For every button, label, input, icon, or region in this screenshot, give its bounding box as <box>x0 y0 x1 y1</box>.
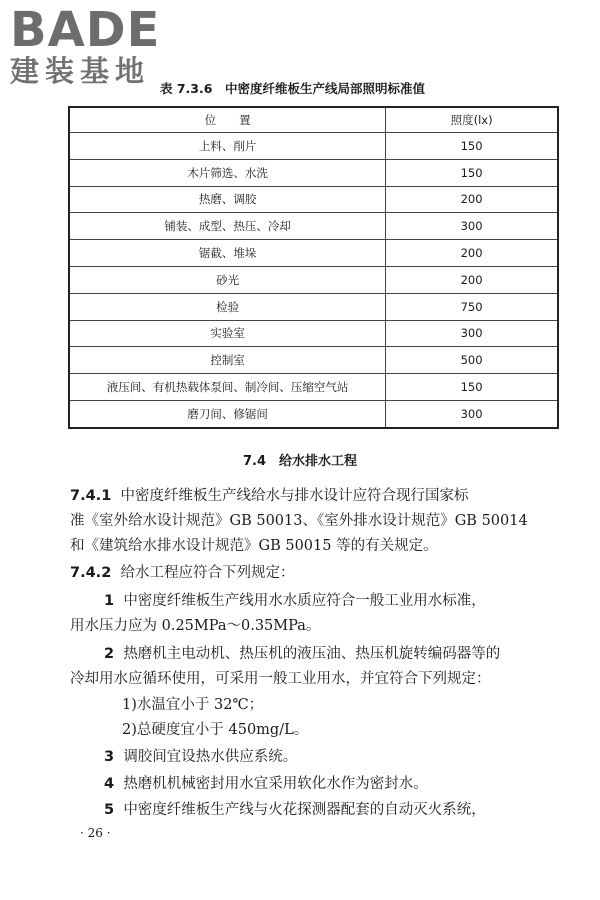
table-caption: 表 7.3.6 中密度纤维板生产线局部照明标准值 <box>160 81 425 96</box>
cell-lux: 200 <box>386 240 558 267</box>
cell-lux: 150 <box>386 133 558 160</box>
logo-chinese-text: 建装基地 <box>10 54 151 88</box>
cell-position: 控制室 <box>69 347 386 374</box>
lighting-standard-table <box>68 106 559 429</box>
item-5 <box>104 798 594 823</box>
table-row <box>69 240 558 267</box>
cell-lux: 200 <box>386 266 558 293</box>
section-title: 7.4 给水排水工程 <box>242 454 358 469</box>
clause-number: 7.4.2 <box>70 565 112 581</box>
logo-wordmark: BADE <box>10 2 161 58</box>
cell-lux: 750 <box>386 293 558 320</box>
table-header-row <box>69 107 558 133</box>
table-row <box>69 400 558 427</box>
cell-lux: 200 <box>386 186 558 213</box>
table-row <box>69 266 558 293</box>
item-text: 热磨机主电动机、热压机的液压油、热压机旋转编码器等的 <box>123 646 501 662</box>
item-text-line: 用水压力应为 0.25MPa～0.35MPa。 <box>70 618 321 634</box>
cell-position: 热磨、调胶 <box>69 186 386 213</box>
table-row <box>69 133 558 160</box>
cell-position: 铺装、成型、热压、冷却 <box>69 213 386 240</box>
item-text: 中密度纤维板生产线与火花探测器配套的自动灭火系统， <box>123 802 486 818</box>
sub-item-hardness: 2)总硬度宜小于 450mg/L。 <box>122 722 309 738</box>
clause-7-4-1 <box>70 484 560 509</box>
cell-lux: 150 <box>386 374 558 401</box>
clause-7-4-2 <box>70 561 560 586</box>
item-text: 调胶间宜设热水供应系统。 <box>123 749 298 765</box>
clause-number: 7.4.1 <box>70 488 112 504</box>
clause-text: 给水工程应符合下列规定： <box>120 565 295 581</box>
cell-lux: 150 <box>386 159 558 186</box>
item-text-line: 冷却用水应循环使用，可采用一般工业用水，并宜符合下列规定： <box>70 671 491 687</box>
clause-text-line: 和《建筑给水排水设计规范》GB 50015 等的有关规定。 <box>70 538 438 554</box>
header-illuminance: 照度(lx) <box>386 107 558 133</box>
header-position: 位 置 <box>69 107 386 133</box>
clause-text-line: 准《室外给水设计规范》GB 50013、《室外排水设计规范》GB 50014 <box>70 513 528 529</box>
item-number: 2 <box>104 646 115 662</box>
cell-lux: 300 <box>386 320 558 347</box>
cell-lux: 300 <box>386 400 558 427</box>
sub-item-water-temp: 1)水温宜小于 32℃； <box>122 697 264 713</box>
item-text: 中密度纤维板生产线用水水质应符合一般工业用水标准， <box>123 593 486 609</box>
item-text: 热磨机机械密封用水宜采用软化水作为密封水。 <box>123 776 428 792</box>
page-number: · 26 · <box>80 826 111 840</box>
cell-position: 实验室 <box>69 320 386 347</box>
cell-position: 上料、削片 <box>69 133 386 160</box>
table-row <box>69 320 558 347</box>
cell-position: 砂光 <box>69 266 386 293</box>
table-row <box>69 347 558 374</box>
cell-position: 锯截、堆垛 <box>69 240 386 267</box>
table-row <box>69 293 558 320</box>
table-row <box>69 213 558 240</box>
item-number: 1 <box>104 593 115 609</box>
cell-position: 木片筛选、水洗 <box>69 159 386 186</box>
table-row <box>69 374 558 401</box>
bade-logo <box>8 4 178 90</box>
cell-lux: 300 <box>386 213 558 240</box>
item-number: 5 <box>104 802 115 818</box>
cell-position: 磨刀间、修锯间 <box>69 400 386 427</box>
item-3 <box>104 745 594 770</box>
item-number: 3 <box>104 749 115 765</box>
item-4 <box>104 772 594 797</box>
cell-position: 检验 <box>69 293 386 320</box>
cell-lux: 500 <box>386 347 558 374</box>
clause-text: 中密度纤维板生产线给水与排水设计应符合现行国家标 <box>120 488 469 504</box>
cell-position: 液压间、有机热载体泵间、制冷间、压缩空气站 <box>69 374 386 401</box>
table-row <box>69 159 558 186</box>
item-2 <box>104 642 594 667</box>
table-row <box>69 186 558 213</box>
item-number: 4 <box>104 776 115 792</box>
item-1 <box>104 589 594 614</box>
